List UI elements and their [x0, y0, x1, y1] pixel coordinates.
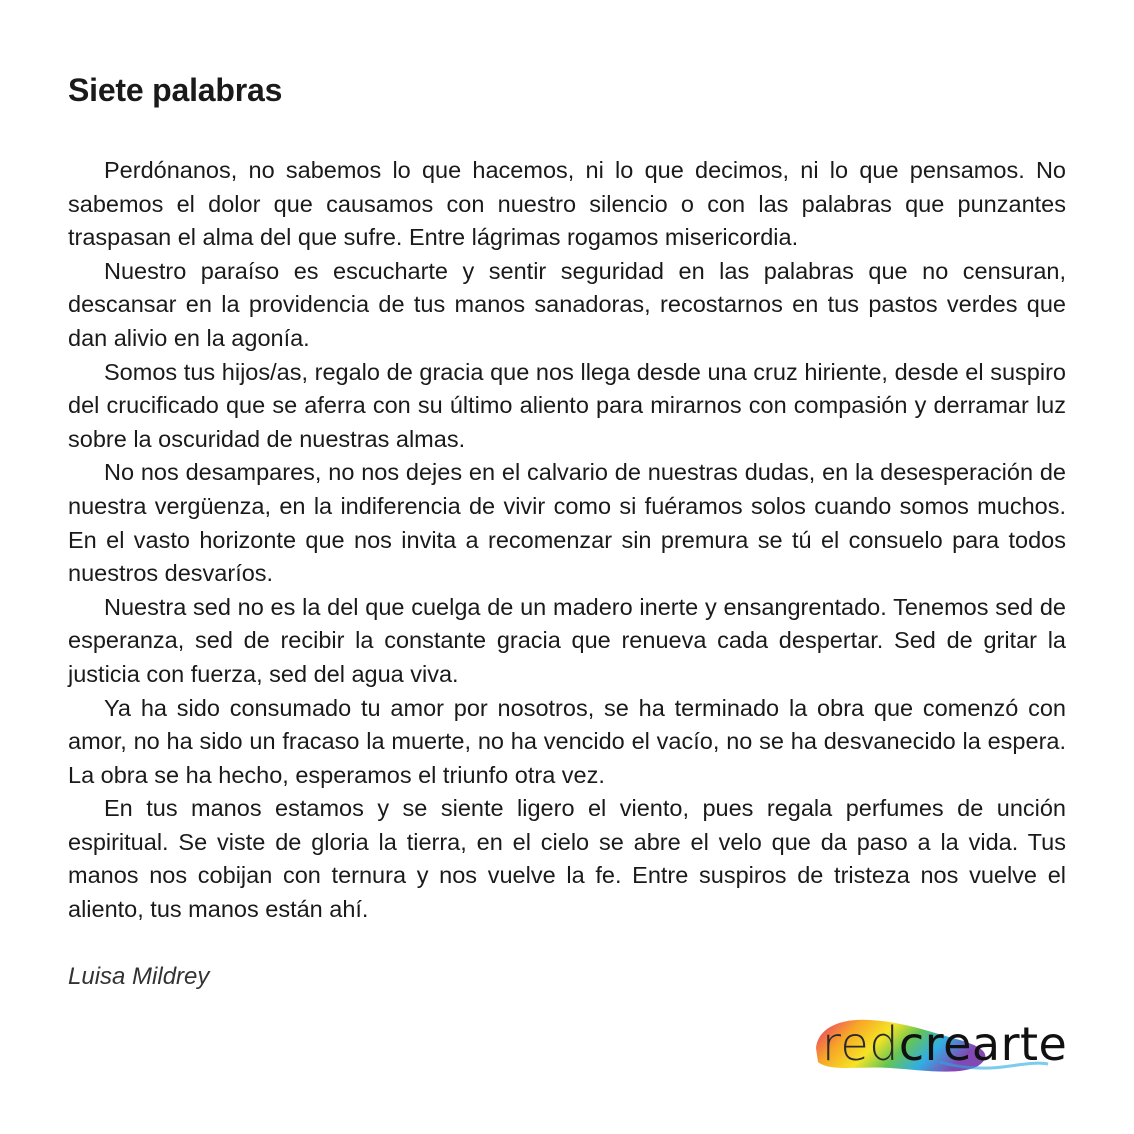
poem-paragraph: Nuestra sed no es la del que cuelga de un madero inerte y ensangrentado. Tenemos sed de esperanza, sed de recibir la constante gracia que renueva cada despertar. Sed de gritar la justicia con fuerza, sed del agua viva. — [68, 593, 1066, 687]
poem-title: Siete palabras — [68, 72, 283, 108]
author-signature: Luisa Mildrey — [68, 963, 210, 990]
poem-body — [68, 154, 1066, 927]
poem-paragraph: Ya ha sido consumado tu amor por nosotros, se ha terminado la obra que comenzó con amor, no ha sido un fracaso la muerte, no ha vencido el vacío, no se ha desvanecido la espera. La obra se ha hecho, esperamos el triunfo otra vez. — [68, 694, 1066, 788]
logo-text-crearte: crearte — [898, 1017, 1068, 1071]
poem-paragraph: Nuestro paraíso es escucharte y sentir seguridad en las palabras que no censuran, descansar en la providencia de tus manos sanadoras, recostarnos en tus pastos verdes que dan alivio en la agonía. — [68, 257, 1066, 351]
poem-paragraph: En tus manos estamos y se siente ligero el viento, pues regala perfumes de unción espiritual. Se viste de gloria la tierra, en el cielo se abre el velo que da paso a la vida. Tus manos nos cobijan con ternura y nos vuelve la fe. Entre suspiros de tristeza nos vuelve el aliento, tus manos están ahí. — [68, 795, 1066, 923]
poem-paragraph: Perdónanos, no sabemos lo que hacemos, ni lo que decimos, ni lo que pensamos. No sabemos el dolor que causamos con nuestro silencio o con las palabras que punzantes traspasan el alma del que sufre. Entre lágrimas rogamos misericordia. — [68, 157, 1066, 251]
poem-paragraph: Somos tus hijos/as, regalo de gracia que nos llega desde una cruz hiriente, desde el suspiro del crucificado que se aferra con su último aliento para mirarnos con compasión y derramar luz sobre la oscuridad de nuestras almas. — [68, 358, 1066, 452]
document-page — [68, 68, 1066, 927]
redcrearte-logo — [810, 1010, 1068, 1080]
logo-wordmark — [822, 1016, 1067, 1072]
logo-text-red: red — [822, 1017, 899, 1071]
poem-paragraph: No nos desampares, no nos dejes en el calvario de nuestras dudas, en la desesperación de nuestra vergüenza, en la indiferencia de vivir como si fuéramos solos cuando somos muchos. En el vasto horizonte que nos invita a recomenzar sin premura se tú el consuelo para todos nuestros desvaríos. — [68, 459, 1066, 587]
